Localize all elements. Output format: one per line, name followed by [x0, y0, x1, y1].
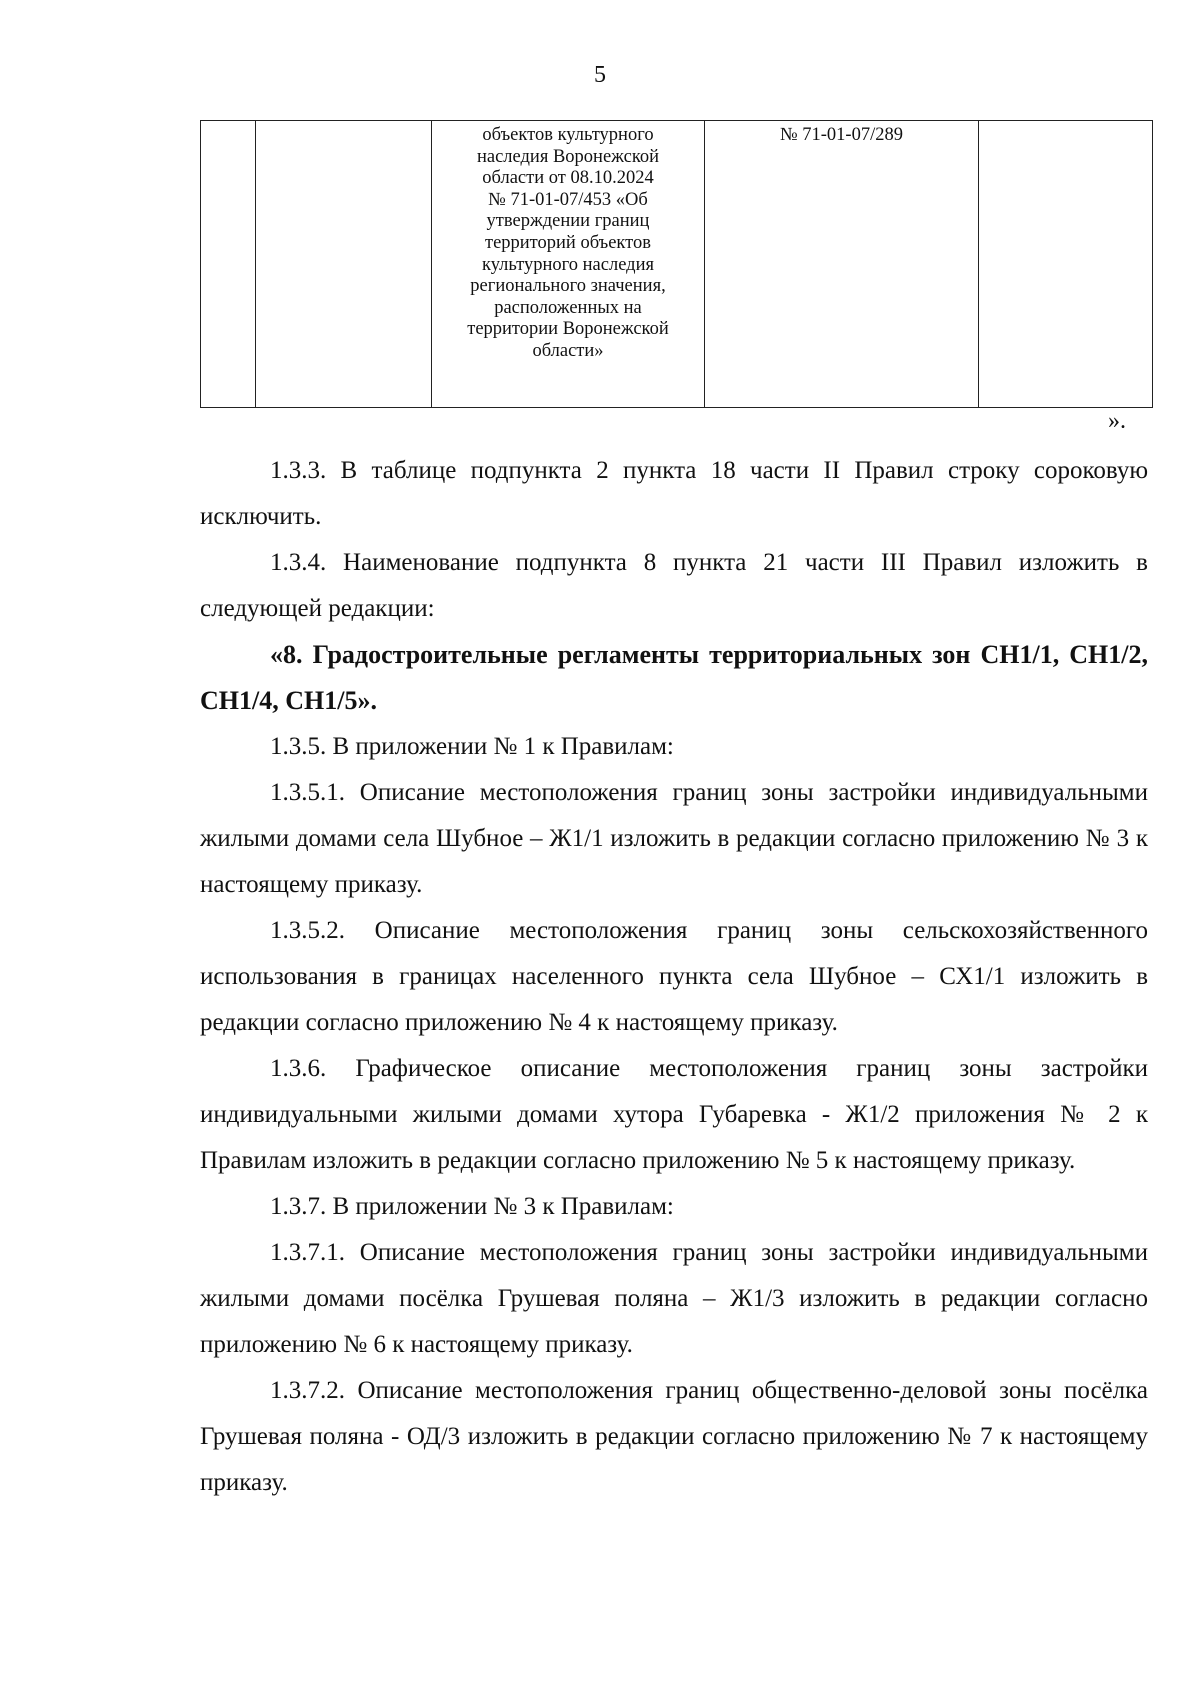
document-reference-line: утверждении границ: [486, 211, 650, 232]
order-number-text: № 71-01-07/289: [780, 125, 903, 145]
table-cell-notes: [979, 121, 1153, 408]
table-cell-order-number: [705, 121, 979, 408]
table-cell-document: [432, 121, 705, 408]
table-cell-number: [201, 121, 256, 408]
document-reference-line: области»: [532, 340, 604, 361]
paragraph: 1.3.5.2. Описание местоположения границ зоны сельскохозяйственного использования в границах населенного пункта села Шубное – СХ1/1 изложить в редакции согласно приложению № 4 к настоящему приказу.: [200, 917, 1148, 1036]
document-reference-line: территорий объектов: [484, 232, 651, 253]
table-row: [201, 121, 1153, 408]
document-reference-line: регионального значения,: [470, 276, 666, 297]
paragraph: 1.3.6. Графическое описание местоположения границ зоны застройки индивидуальными жилыми домами хутора Губаревка - Ж1/2 приложения № 2 к Правилам изложить в редакции согласно приложению № 5 к настоящему приказу.: [200, 1055, 1148, 1174]
paragraph: 1.3.7. В приложении № 3 к Правилам:: [270, 1193, 674, 1220]
page-number: 5: [594, 62, 606, 88]
document-reference-text: [432, 121, 704, 365]
document-body: [200, 448, 1148, 1506]
document-reference-line: расположенных на: [494, 297, 642, 318]
paragraph: 1.3.5.1. Описание местоположения границ зоны застройки индивидуальными жилыми домами села Шубное – Ж1/1 изложить в редакции согласно приложению № 3 к настоящему приказу.: [200, 779, 1148, 898]
document-reference-line: № 71-01-07/453 «Об: [488, 189, 648, 210]
document-reference-line: объектов культурного: [482, 125, 654, 145]
document-reference-line: наследия Воронежской: [476, 146, 660, 167]
document-reference-line: территории Воронежской: [467, 319, 669, 340]
paragraph: 1.3.4. Наименование подпункта 8 пункта 21 части III Правил изложить в следующей редакции:: [200, 549, 1148, 622]
paragraph: 1.3.7.1. Описание местоположения границ зоны застройки индивидуальными жилыми домами посёлка Грушевая поляна – Ж1/3 изложить в редакции согласно приложению № 6 к настоящему приказу.: [200, 1239, 1148, 1358]
closing-quote-mark: ».: [1108, 408, 1126, 434]
table-cell-object: [256, 121, 432, 408]
paragraph: 1.3.7.2. Описание местоположения границ общественно-деловой зоны посёлка Грушевая поляна - ОД/3 изложить в редакции согласно приложению № 7 к настоящему приказу.: [200, 1377, 1148, 1496]
paragraph: 1.3.5. В приложении № 1 к Правилам:: [270, 733, 674, 760]
document-reference-line: области от 08.10.2024: [482, 168, 654, 189]
paragraph: 1.3.3. В таблице подпункта 2 пункта 18 части II Правил строку сороковую исключить.: [200, 457, 1148, 530]
bold-heading-paragraph: «8. Градостроительные регламенты территориальных зон СН1/1, СН1/2, СН1/4, СН1/5».: [200, 640, 1148, 715]
continued-table: [200, 120, 1153, 408]
document-reference-line: культурного наследия: [482, 254, 654, 275]
